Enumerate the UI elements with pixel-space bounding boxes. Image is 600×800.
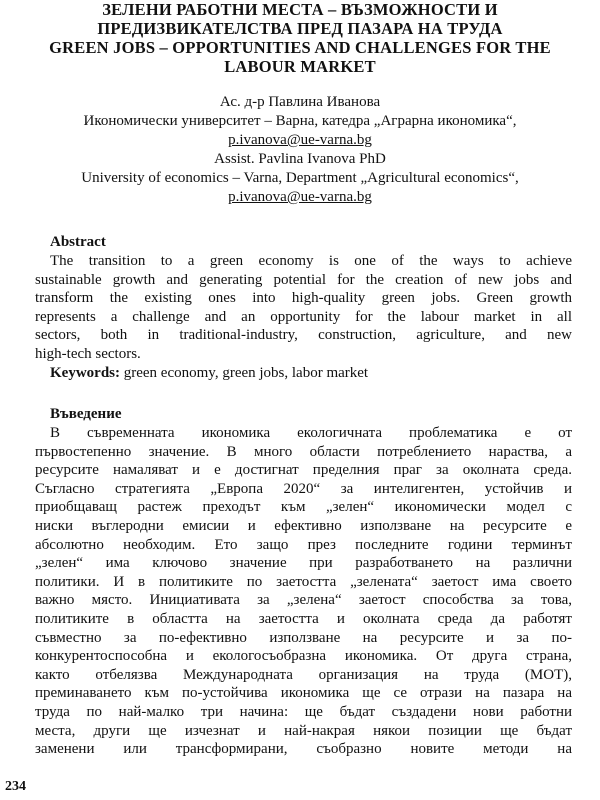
abstract-line: high-tech sectors. [35, 345, 141, 362]
abstract-line: The transition to a green economy is one of the ways to achieve [50, 253, 572, 269]
intro-line: както отбелязва Международната организация на труда (МОТ), [35, 666, 572, 683]
page-number: 234 [5, 779, 26, 794]
author-name-bg: Ас. д-р Павлина Иванова [219, 94, 381, 110]
intro-line: места, други ще изчезнат и най-накрая някои позиции ще бъдат [35, 722, 572, 739]
keywords-label: Keywords: [50, 364, 120, 381]
intro-line: заменени или трансформирани, съобразно новите методи на [35, 741, 572, 758]
intro-line: важно място. Инициативата за „зелена“ заетост способства за това, [35, 592, 572, 609]
title-bg-line-1: ЗЕЛЕНИ РАБОТНИ МЕСТА – ВЪЗМОЖНОСТИ И [102, 0, 498, 19]
abstract-text [35, 252, 572, 382]
intro-line: политиките в областта на заетостта и околната среда да работят [35, 610, 572, 627]
intro-line: политики. И в политиките по заетостта „зелената“ заетост има своето [35, 573, 572, 590]
author-email-bg[interactable]: p.ivanova@ue-varna.bg [228, 132, 372, 148]
author-email-en[interactable]: p.ivanova@ue-varna.bg [228, 189, 372, 205]
intro-line: Съгласно стратегията „Европа 2020“ за интелигентен, устойчив и [35, 480, 572, 497]
title-en-line-1: GREEN JOBS – OPPORTUNITIES AND CHALLENGES FOR THE [49, 38, 551, 57]
title-bg-line-2: ПРЕДИЗВИКАТЕЛСТВА ПРЕД ПАЗАРА НА ТРУДА [97, 19, 503, 38]
abstract-heading: Abstract [50, 234, 106, 250]
introduction-text [35, 424, 572, 759]
paper-title [0, 0, 600, 76]
intro-line: приобщаващ растеж преходът към „зелен“ икономически модел с [35, 499, 572, 516]
intro-line: съвместно за по-ефективно използване на ресурсите и за по- [35, 629, 572, 646]
author-name-en: Assist. Pavlina Ivanova PhD [214, 151, 386, 167]
intro-line: първостепенно значение. В много области потреблението нараства, а [35, 443, 572, 460]
author-block [0, 93, 600, 207]
intro-line: конкурентоспособна и екологосъобразна икономика. От друга страна, [35, 648, 572, 665]
author-affiliation-bg: Икономически университет – Варна, катедра „Аграрна икономика“, [83, 113, 517, 129]
keywords-text: green economy, green jobs, labor market [120, 364, 369, 381]
abstract-line: represents a challenge and an opportunity for the labour market in all [35, 308, 572, 325]
abstract-line: sectors, both in traditional-industry, construction, agriculture, and new [35, 327, 572, 344]
intro-line: ниски въглеродни емисии и ефективно използване на ресурсите е [35, 517, 572, 534]
keywords-line [35, 364, 572, 383]
intro-line: „зелен“ има ключово значение при разработването на различни [35, 555, 572, 572]
author-affiliation-en: University of economics – Varna, Department „Agricultural economics“, [81, 170, 519, 186]
intro-line: В съвременната икономика екологичната проблематика е от [50, 425, 572, 441]
introduction-heading: Въведение [50, 406, 122, 422]
abstract-line: sustainable growth and generating potential for the creation of new jobs and [35, 271, 572, 288]
intro-line: ресурсите намаляват и е достигнат пределния праг за околната среда. [35, 462, 572, 479]
intro-line: труда по най-малко три начина: ще бъдат създадени нови работни [35, 703, 572, 720]
intro-line: преминаването към по-устойчива икономика ще се отрази на пазара на [35, 685, 572, 702]
intro-line: абсолютно необходим. Ето защо през последните години терминът [35, 536, 572, 553]
title-en-line-2: LABOUR MARKET [224, 57, 376, 76]
abstract-line: transform the existing ones into high-quality green jobs. Green growth [35, 290, 572, 307]
